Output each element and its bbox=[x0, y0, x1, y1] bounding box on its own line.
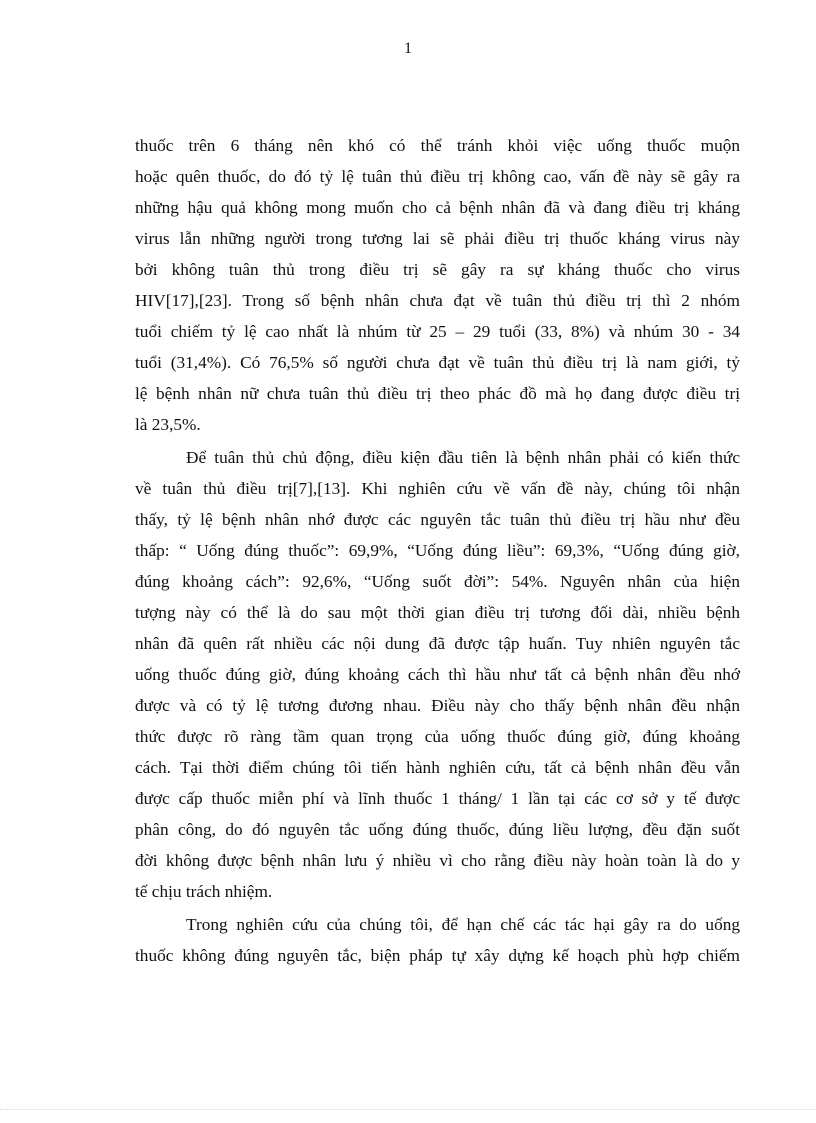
text-line: thấy, tỷ lệ bệnh nhân nhớ được các nguyên tắc tuân thủ điều trị hầu như đều bbox=[135, 510, 740, 529]
text-line: những hậu quả không mong muốn cho cả bệnh nhân đã và đang điều trị kháng bbox=[135, 198, 740, 217]
document-body bbox=[135, 130, 740, 971]
text-line: virus lẫn những người trong tương lai sẽ phải điều trị thuốc kháng virus này bbox=[135, 229, 740, 248]
page-bottom-edge bbox=[0, 1109, 816, 1110]
text-line: hoặc quên thuốc, do đó tỷ lệ tuân thủ điều trị không cao, vấn đề này sẽ gây ra bbox=[135, 167, 740, 186]
text-line: là 23,5%. bbox=[135, 415, 201, 434]
text-line: thuốc trên 6 tháng nên khó có thể tránh khỏi việc uống thuốc muộn bbox=[135, 136, 740, 155]
text-line: thức được rõ ràng tầm quan trọng của uống thuốc đúng giờ, đúng khoảng bbox=[135, 727, 740, 746]
paragraph-3 bbox=[135, 909, 740, 971]
text-line: HIV[17],[23]. Trong số bệnh nhân chưa đạt về tuân thủ điều trị thì 2 nhóm bbox=[135, 291, 740, 310]
paragraph-1 bbox=[135, 130, 740, 440]
text-line: lệ bệnh nhân nữ chưa tuân thủ điều trị theo phác đồ mà họ đang được điều trị bbox=[135, 384, 740, 403]
text-line: cách. Tại thời điểm chúng tôi tiến hành nghiên cứu, tất cả bệnh nhân đều vẫn bbox=[135, 758, 740, 777]
text-line: thuốc không đúng nguyên tắc, biện pháp tự xây dựng kế hoạch phù hợp chiếm bbox=[135, 946, 740, 965]
text-line: được cấp thuốc miễn phí và lĩnh thuốc 1 tháng/ 1 lần tại các cơ sở y tế được bbox=[135, 789, 740, 808]
text-line: nhân đã quên rất nhiều các nội dung đã được tập huấn. Tuy nhiên nguyên tắc bbox=[135, 634, 740, 653]
text-line: uống thuốc đúng giờ, đúng khoảng cách thì hầu như tất cả bệnh nhân đều nhớ bbox=[135, 665, 740, 684]
text-line: được và có tỷ lệ tương đương nhau. Điều này cho thấy bệnh nhân đều nhận bbox=[135, 696, 740, 715]
text-line: Trong nghiên cứu của chúng tôi, để hạn chế các tác hại gây ra do uống bbox=[186, 915, 740, 934]
text-line: bởi không tuân thủ trong điều trị sẽ gây ra sự kháng thuốc cho virus bbox=[135, 260, 740, 279]
paragraph-2 bbox=[135, 442, 740, 907]
text-line: về tuân thủ điều trị[7],[13]. Khi nghiên cứu về vấn đề này, chúng tôi nhận bbox=[135, 479, 740, 498]
page-number: 1 bbox=[404, 40, 412, 57]
text-line: tế chịu trách nhiệm. bbox=[135, 882, 273, 901]
text-line: thấp: “ Uống đúng thuốc”: 69,9%, “Uống đúng liều”: 69,3%, “Uống đúng giờ, bbox=[135, 541, 740, 560]
text-line: đời không được bệnh nhân lưu ý nhiều vì cho rằng điều này hoàn toàn là do y bbox=[135, 851, 740, 870]
text-line: tuổi chiếm tỷ lệ cao nhất là nhúm từ 25 – 29 tuổi (33, 8%) và nhúm 30 - 34 bbox=[135, 322, 740, 341]
text-line: phân công, do đó nguyên tắc uống đúng thuốc, đúng liều lượng, đều đặn suốt bbox=[135, 820, 740, 839]
text-line: tuổi (31,4%). Có 76,5% số người chưa đạt về tuân thủ điều trị là nam giới, tỷ bbox=[135, 353, 740, 372]
text-line: đúng khoảng cách”: 92,6%, “Uống suốt đời”: 54%. Nguyên nhân của hiện bbox=[135, 572, 740, 591]
text-line: tượng này có thể là do sau một thời gian điều trị tương đối dài, nhiều bệnh bbox=[135, 603, 740, 622]
text-line: Để tuân thủ chủ động, điều kiện đầu tiên là bệnh nhân phải có kiến thức bbox=[186, 448, 740, 467]
